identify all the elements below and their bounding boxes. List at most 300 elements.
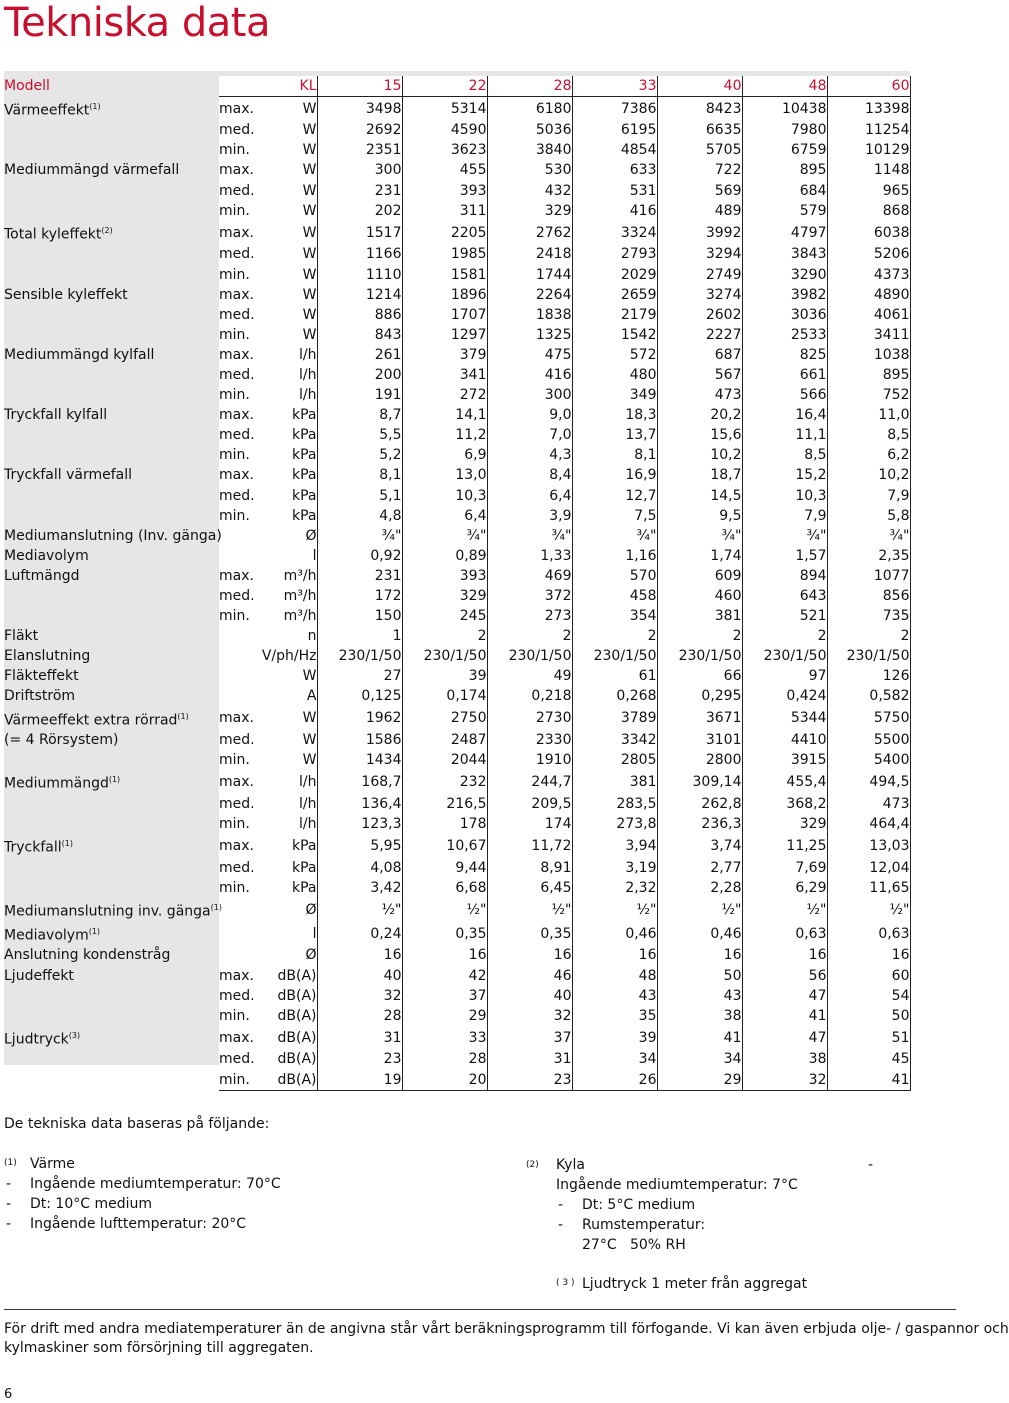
header-label: Modell	[4, 78, 50, 95]
table-row	[4, 1006, 910, 1026]
row-level: med.	[219, 181, 259, 201]
tech-data-table	[4, 76, 911, 1091]
note2-mark: (2)	[526, 1160, 539, 1170]
row-value: 0,46	[572, 922, 657, 946]
row-value: 7,69	[742, 858, 827, 878]
row-unit: W	[259, 221, 317, 245]
row-level: med.	[219, 305, 259, 325]
row-value: 12,7	[572, 486, 657, 506]
row-value: 51	[827, 1026, 910, 1050]
table-row	[4, 140, 910, 160]
row-unit: l/h	[259, 385, 317, 405]
row-level: min.	[219, 325, 259, 345]
row-value: 5500	[827, 730, 910, 750]
row-value: 1581	[402, 264, 487, 284]
row-label	[4, 794, 219, 814]
row-value: 895	[742, 160, 827, 180]
row-value: 1517	[317, 221, 402, 245]
row-value: 1	[317, 626, 402, 646]
row-value: 566	[742, 385, 827, 405]
table-row	[4, 526, 910, 546]
row-level: max.	[219, 770, 259, 794]
row-value: 12,04	[827, 858, 910, 878]
row-value: 10438	[742, 97, 827, 121]
row-value: 11,72	[487, 834, 572, 858]
row-value: 0,125	[317, 686, 402, 706]
row-value: 0,424	[742, 686, 827, 706]
row-value: ½"	[487, 898, 572, 922]
row-label	[4, 586, 219, 606]
row-unit: l/h	[259, 770, 317, 794]
row-value: 3623	[402, 140, 487, 160]
row-value: 2264	[487, 285, 572, 305]
row-value: 2	[572, 626, 657, 646]
row-level: min.	[219, 264, 259, 284]
table-row	[4, 285, 910, 305]
note2-dash-2: -	[558, 1197, 564, 1213]
row-value: 8423	[657, 97, 742, 121]
table-row	[4, 586, 910, 606]
row-value: 6180	[487, 97, 572, 121]
row-label	[4, 922, 219, 946]
row-label-text: Tryckfall	[4, 839, 62, 856]
table-row	[4, 686, 910, 706]
row-value: 29	[402, 1006, 487, 1026]
row-value: 15,2	[742, 465, 827, 485]
row-value: 752	[827, 385, 910, 405]
row-level: max.	[219, 285, 259, 305]
row-value: 178	[402, 814, 487, 834]
row-value: 2805	[572, 750, 657, 770]
row-value: 50	[657, 965, 742, 985]
row-value: 3915	[742, 750, 827, 770]
row-label-text: Tryckfall värmefall	[4, 467, 132, 484]
row-value: 19	[317, 1070, 402, 1091]
row-value: 895	[827, 365, 910, 385]
row-value: 230/1/50	[742, 646, 827, 666]
row-value: 13398	[827, 97, 910, 121]
header-model: 22	[402, 76, 487, 97]
header-model: 33	[572, 76, 657, 97]
table-row	[4, 201, 910, 221]
row-label	[4, 686, 219, 706]
row-value: 381	[657, 606, 742, 626]
table-row	[4, 794, 910, 814]
row-level: min.	[219, 606, 259, 626]
row-level: med.	[219, 244, 259, 264]
header-model: 48	[742, 76, 827, 97]
row-value: 2	[402, 626, 487, 646]
row-value: 2	[487, 626, 572, 646]
row-level: min.	[219, 506, 259, 526]
row-label	[4, 666, 219, 686]
row-value: 5206	[827, 244, 910, 264]
note1-title: Värme	[30, 1156, 75, 1172]
row-value: 0,92	[317, 546, 402, 566]
row-value: 8,4	[487, 465, 572, 485]
row-label	[4, 834, 219, 858]
row-unit: m³/h	[259, 606, 317, 626]
row-unit: W	[259, 325, 317, 345]
row-unit: W	[259, 750, 317, 770]
note1-dash-3: -	[6, 1216, 12, 1232]
row-unit: kPa	[259, 858, 317, 878]
row-value: 244,7	[487, 770, 572, 794]
header-model: 28	[487, 76, 572, 97]
row-label	[4, 201, 219, 221]
row-value: 643	[742, 586, 827, 606]
row-value: 230/1/50	[402, 646, 487, 666]
row-value: 3294	[657, 244, 742, 264]
row-value: 455	[402, 160, 487, 180]
row-level: min.	[219, 814, 259, 834]
row-value: 2659	[572, 285, 657, 305]
row-value: 2800	[657, 750, 742, 770]
row-value: 735	[827, 606, 910, 626]
row-value: 2762	[487, 221, 572, 245]
row-value: 14,1	[402, 405, 487, 425]
row-value: 10129	[827, 140, 910, 160]
row-value: 1586	[317, 730, 402, 750]
row-value: 49	[487, 666, 572, 686]
row-value: 1707	[402, 305, 487, 325]
row-value: 3498	[317, 97, 402, 121]
table-row	[4, 486, 910, 506]
row-level: max.	[219, 566, 259, 586]
footnote-ref: (1)	[177, 711, 189, 721]
row-unit: Ø	[259, 945, 317, 965]
row-level: max.	[219, 965, 259, 985]
row-label-text: Driftström	[4, 688, 76, 705]
row-label	[4, 385, 219, 405]
row-label	[4, 730, 219, 750]
row-value: 5344	[742, 707, 827, 731]
row-value: 8,1	[572, 445, 657, 465]
note2-line-1: Ingående mediumtemperatur: 7°C	[556, 1177, 798, 1193]
row-value: 16	[487, 945, 572, 965]
row-value: 609	[657, 566, 742, 586]
row-unit: kPa	[259, 834, 317, 858]
row-value: 48	[572, 965, 657, 985]
row-value: 579	[742, 201, 827, 221]
row-value: 2,28	[657, 878, 742, 898]
row-value: 886	[317, 305, 402, 325]
row-value: 6,2	[827, 445, 910, 465]
row-label-text: (= 4 Rörsystem)	[4, 732, 119, 749]
row-value: 38	[742, 1049, 827, 1069]
row-value: 31	[487, 1049, 572, 1069]
row-level: med.	[219, 986, 259, 1006]
row-value: 856	[827, 586, 910, 606]
row-value: 432	[487, 181, 572, 201]
row-level	[219, 686, 259, 706]
row-value: 0,174	[402, 686, 487, 706]
row-label	[4, 120, 219, 140]
row-value: 245	[402, 606, 487, 626]
row-value: 843	[317, 325, 402, 345]
row-value: 567	[657, 365, 742, 385]
footnote-ref: (3)	[68, 1030, 81, 1040]
row-label-text: Sensible kyleffekt	[4, 286, 128, 303]
row-value: 1214	[317, 285, 402, 305]
row-value: 2029	[572, 264, 657, 284]
note1-line-3: Ingående lufttemperatur: 20°C	[30, 1216, 247, 1232]
row-value: 61	[572, 666, 657, 686]
footnote-ref: (1)	[61, 839, 73, 849]
row-unit: kPa	[259, 405, 317, 425]
row-value: 230/1/50	[657, 646, 742, 666]
row-value: 0,295	[657, 686, 742, 706]
row-value: 7386	[572, 97, 657, 121]
footnote-ref: (1)	[88, 926, 101, 936]
row-label	[4, 626, 219, 646]
row-value: 494,5	[827, 770, 910, 794]
header-row	[4, 76, 910, 97]
row-level: min.	[219, 140, 259, 160]
row-unit: l/h	[259, 365, 317, 385]
row-value: 2487	[402, 730, 487, 750]
table-row	[4, 405, 910, 425]
row-value: 9,44	[402, 858, 487, 878]
row-value: 1896	[402, 285, 487, 305]
row-label	[4, 945, 219, 965]
row-level	[219, 666, 259, 686]
row-value: 11254	[827, 120, 910, 140]
row-value: ½"	[572, 898, 657, 922]
row-value: 5,2	[317, 445, 402, 465]
row-unit: l/h	[259, 794, 317, 814]
row-value: 29	[657, 1070, 742, 1091]
row-value: 2602	[657, 305, 742, 325]
row-unit: W	[259, 181, 317, 201]
row-value: 2044	[402, 750, 487, 770]
row-value: 191	[317, 385, 402, 405]
row-value: 7980	[742, 120, 827, 140]
row-value: 4890	[827, 285, 910, 305]
row-level: min.	[219, 1006, 259, 1026]
row-value: 16	[827, 945, 910, 965]
row-value: 354	[572, 606, 657, 626]
row-value: 33	[402, 1026, 487, 1050]
row-level: med.	[219, 794, 259, 814]
row-value: 868	[827, 201, 910, 221]
table-row	[4, 986, 910, 1006]
row-value: 272	[402, 385, 487, 405]
footnote-ref: (1)	[89, 101, 101, 111]
table-row	[4, 160, 910, 180]
note2-dash-top: -	[868, 1157, 874, 1173]
row-value: 1148	[827, 160, 910, 180]
row-value: 261	[317, 345, 402, 365]
row-label	[4, 965, 219, 985]
row-value: 14,5	[657, 486, 742, 506]
row-level	[219, 526, 259, 546]
table-row	[4, 1049, 910, 1069]
row-level: med.	[219, 365, 259, 385]
row-value: 530	[487, 160, 572, 180]
table-row	[4, 730, 910, 750]
row-value: 3274	[657, 285, 742, 305]
table-row	[4, 566, 910, 586]
note1-line-1: Ingående mediumtemperatur: 70°C	[30, 1176, 281, 1192]
row-value: 2,77	[657, 858, 742, 878]
row-value: 262,8	[657, 794, 742, 814]
row-value: ½"	[657, 898, 742, 922]
row-label	[4, 445, 219, 465]
row-value: 3324	[572, 221, 657, 245]
row-value: 480	[572, 365, 657, 385]
row-value: 489	[657, 201, 742, 221]
table-row	[4, 97, 910, 121]
row-value: 4061	[827, 305, 910, 325]
row-value: 20,2	[657, 405, 742, 425]
row-value: 3036	[742, 305, 827, 325]
row-label	[4, 365, 219, 385]
row-value: 531	[572, 181, 657, 201]
row-level: min.	[219, 385, 259, 405]
row-label-text: Total kyleffekt	[4, 226, 102, 243]
row-unit: W	[259, 140, 317, 160]
row-value: 32	[487, 1006, 572, 1026]
row-label-text: Mediummängd	[4, 776, 109, 793]
row-label	[4, 285, 219, 305]
row-unit: W	[259, 707, 317, 731]
row-value: 5036	[487, 120, 572, 140]
row-level: max.	[219, 834, 259, 858]
row-label	[4, 858, 219, 878]
row-value: 37	[487, 1026, 572, 1050]
row-value: 309,14	[657, 770, 742, 794]
row-value: 37	[402, 986, 487, 1006]
table-row	[4, 506, 910, 526]
row-value: 3411	[827, 325, 910, 345]
row-value: 1,16	[572, 546, 657, 566]
row-unit: W	[259, 244, 317, 264]
row-value: 8,5	[742, 445, 827, 465]
row-value: 965	[827, 181, 910, 201]
row-value: 174	[487, 814, 572, 834]
row-label-text: Mediummängd värmefall	[4, 162, 180, 179]
row-level: max.	[219, 1026, 259, 1050]
row-value: 18,3	[572, 405, 657, 425]
row-value: 39	[402, 666, 487, 686]
page-title: Tekniska data	[4, 0, 270, 46]
table-row	[4, 244, 910, 264]
row-value: 393	[402, 181, 487, 201]
row-value: 38	[657, 1006, 742, 1026]
row-value: 32	[742, 1070, 827, 1091]
table-row	[4, 878, 910, 898]
row-value: 2749	[657, 264, 742, 284]
row-level	[219, 646, 259, 666]
table-row	[4, 345, 910, 365]
row-level: max.	[219, 345, 259, 365]
row-label-text: Tryckfall kylfall	[4, 407, 108, 424]
row-value: 633	[572, 160, 657, 180]
row-unit: W	[259, 160, 317, 180]
row-value: ¾"	[402, 526, 487, 546]
row-level: med.	[219, 486, 259, 506]
row-value: 372	[487, 586, 572, 606]
row-value: 2793	[572, 244, 657, 264]
note2-title: Kyla	[556, 1157, 585, 1173]
table-row	[4, 606, 910, 626]
row-value: 16	[572, 945, 657, 965]
row-value: 521	[742, 606, 827, 626]
row-level: max.	[219, 405, 259, 425]
row-value: 3,74	[657, 834, 742, 858]
row-label-text: Mediumanslutning (Inv. gänga)	[4, 527, 222, 544]
row-unit: W	[259, 120, 317, 140]
row-value: 9,0	[487, 405, 572, 425]
row-value: ¾"	[487, 526, 572, 546]
row-value: 16	[402, 945, 487, 965]
row-level: med.	[219, 425, 259, 445]
footnote-ref: (1)	[108, 775, 121, 785]
row-unit: dB(A)	[259, 1026, 317, 1050]
row-value: 10,3	[742, 486, 827, 506]
row-value: 8,1	[317, 465, 402, 485]
row-value: 2	[657, 626, 742, 646]
table-row	[4, 264, 910, 284]
row-value: 0,89	[402, 546, 487, 566]
row-value: 41	[742, 1006, 827, 1026]
row-level	[219, 546, 259, 566]
row-value: 570	[572, 566, 657, 586]
row-value: 5705	[657, 140, 742, 160]
row-label-text: Ljudtryck	[4, 1031, 69, 1048]
row-value: 3101	[657, 730, 742, 750]
table-row	[4, 770, 910, 794]
row-value: 16,9	[572, 465, 657, 485]
row-value: 3843	[742, 244, 827, 264]
row-value: 28	[317, 1006, 402, 1026]
row-value: 6195	[572, 120, 657, 140]
row-value: 4410	[742, 730, 827, 750]
row-value: 0,63	[742, 922, 827, 946]
row-value: ¾"	[657, 526, 742, 546]
row-value: 32	[317, 986, 402, 1006]
row-value: 6,9	[402, 445, 487, 465]
row-label-text: Ljudeffekt	[4, 967, 74, 984]
row-value: ¾"	[317, 526, 402, 546]
row-level: min.	[219, 201, 259, 221]
row-value: 0,268	[572, 686, 657, 706]
note2-line-3: Rumstemperatur:	[582, 1217, 706, 1233]
row-value: 283,5	[572, 794, 657, 814]
row-value: 2692	[317, 120, 402, 140]
row-value: 10,2	[657, 445, 742, 465]
row-level	[219, 898, 259, 922]
row-value: 20	[402, 1070, 487, 1091]
row-value: 273	[487, 606, 572, 626]
row-value: 572	[572, 345, 657, 365]
row-value: 416	[487, 365, 572, 385]
row-value: 23	[317, 1049, 402, 1069]
row-value: 381	[572, 770, 657, 794]
row-value: 13,0	[402, 465, 487, 485]
row-label	[4, 425, 219, 445]
row-level: min.	[219, 445, 259, 465]
row-value: 3992	[657, 221, 742, 245]
row-value: 0,63	[827, 922, 910, 946]
note2-line-2: Dt: 5°C medium	[582, 1197, 696, 1213]
row-value: 2418	[487, 244, 572, 264]
row-unit: kPa	[259, 465, 317, 485]
row-value: 2,35	[827, 546, 910, 566]
row-value: 6038	[827, 221, 910, 245]
table-row	[4, 546, 910, 566]
